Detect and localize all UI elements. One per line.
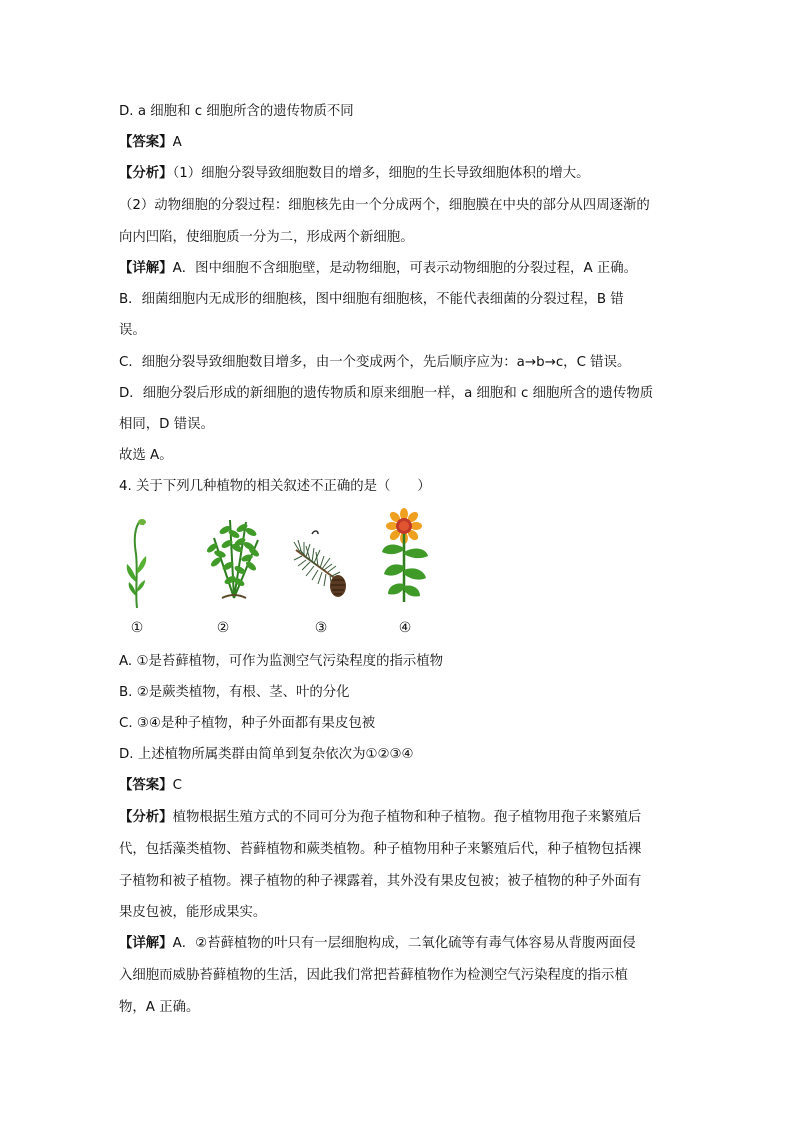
- text-line: B．细菌细胞内无成形的细胞核，图中细胞有细胞核，不能代表细菌的分裂过程，B 错: [119, 292, 624, 307]
- plant-label-3: ③: [314, 620, 328, 636]
- text-line: D．细胞分裂后形成的新细胞的遗传物质和原来细胞一样，a 细胞和 c 细胞所含的遗传物质: [119, 386, 654, 401]
- text-line: 物，A 正确。: [119, 1000, 200, 1015]
- fern-icon: [200, 510, 268, 602]
- analysis-line: 【分析】植物根据生殖方式的不同可分为孢子植物和种子植物。孢子植物用孢子来繁殖后: [119, 810, 642, 825]
- option-d-line: D. a 细胞和 c 细胞所含的遗传物质不同: [119, 104, 354, 119]
- text-line: 子植物和被子植物。裸子植物的种子裸露着，其外没有果皮包被；被子植物的种子外面有: [119, 874, 642, 889]
- option-d: D. 上述植物所属类群由简单到复杂依次为①②③④: [119, 747, 414, 762]
- option-b: B. ②是蕨类植物，有根、茎、叶的分化: [119, 685, 350, 700]
- text-line: 入细胞而威胁苔藓植物的生活，因此我们常把苔藓植物作为检测空气污染程度的指示植: [119, 968, 628, 983]
- plants-figure: [110, 508, 440, 640]
- explanation-line: 【详解】A．图中细胞不含细胞壁，是动物细胞，可表示动物细胞的分裂过程，A 正确。: [119, 261, 638, 276]
- option-a: A. ①是苔藓植物，可作为监测空气污染程度的指示植物: [119, 654, 444, 669]
- text-line: （2）动物细胞的分裂过程：细胞核先由一个分成两个，细胞膜在中央的部分从四周逐渐的: [119, 198, 650, 213]
- pine-icon: [290, 530, 350, 602]
- question-4-stem: 4. 关于下列几种植物的相关叙述不正确的是（ ）: [119, 479, 431, 494]
- answer-line: 【答案】A: [119, 135, 182, 150]
- sunflower-icon: [376, 508, 432, 604]
- text-line: 向内凹陷，使细胞质一分为二，形成两个新细胞。: [119, 230, 414, 245]
- text-line: 果皮包被，能形成果实。: [119, 905, 267, 920]
- text-line: 代，包括藻类植物、苔藓植物和蕨类植物。种子植物用种子来繁殖后代，种子植物包括裸: [119, 842, 642, 857]
- text-line: 相同，D 错误。: [119, 417, 214, 432]
- plant-label-1: ①: [130, 620, 144, 636]
- answer-line: 【答案】C: [119, 778, 182, 793]
- text-line: C．细胞分裂导致细胞数目增多，由一个变成两个，先后顺序应为：a→b→c，C 错误。: [119, 355, 631, 370]
- text-line: 误。: [119, 323, 146, 338]
- choose-line: 故选 A。: [119, 448, 173, 463]
- analysis-line: 【分析】（1）细胞分裂导致细胞数目的增多，细胞的生长导致细胞体积的增大。: [119, 166, 590, 181]
- moss-icon: [120, 512, 154, 612]
- option-c: C. ③④是种子植物，种子外面都有果皮包被: [119, 716, 376, 731]
- plant-label-4: ④: [398, 620, 412, 636]
- explanation-line: 【详解】A．②苔藓植物的叶只有一层细胞构成，二氧化硫等有毒气体容易从背腹两面侵: [119, 936, 636, 951]
- plant-label-2: ②: [216, 620, 230, 636]
